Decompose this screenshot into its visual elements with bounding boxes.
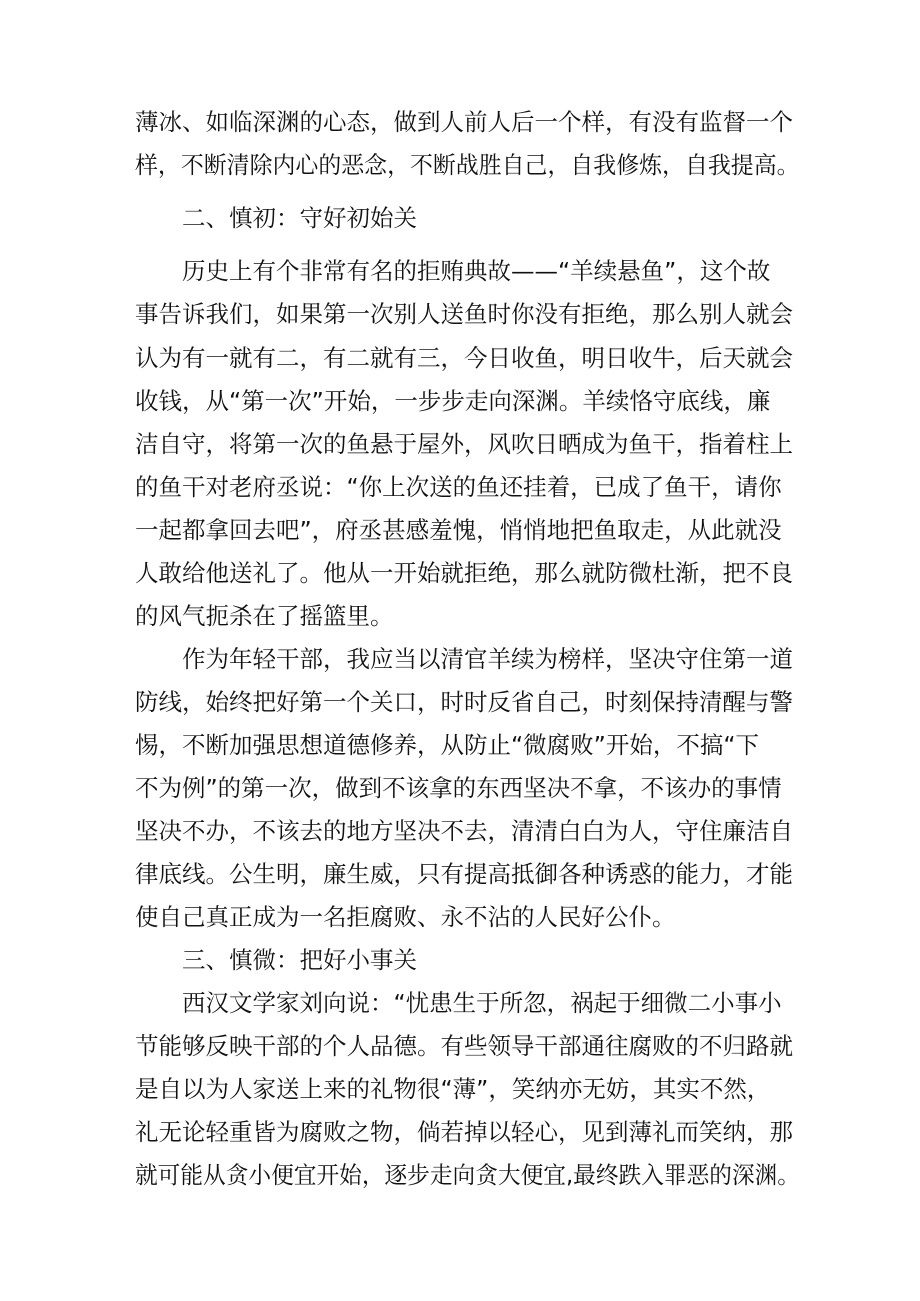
paragraph-line: 使自己真正成为一名拒腐败、永不沾的人民好公仆。 (135, 903, 676, 931)
paragraph-line: 律底线。公生明，廉生威，只有提高抵御各种诱惑的能力，才能 (135, 860, 793, 888)
paragraph-line: 是自以为人家送上来的礼物很“薄”，笑纳亦无妨，其实不然， (135, 1075, 771, 1103)
paragraph-line: 事告诉我们，如果第一次别人送鱼时你没有拒绝，那么别人就会 (135, 300, 793, 328)
paragraph-line: 防线，始终把好第一个关口，时时反省自己，时刻保持清醒与警 (135, 688, 793, 716)
paragraph-line: 坚决不办，不该去的地方坚决不去，清清白白为人，守住廉洁自 (135, 817, 793, 845)
paragraph-line: 就可能从贪小便宜开始，逐步走向贪大便宜,最终跌入罪恶的深渊。 (135, 1161, 801, 1189)
paragraph-line: 一起都拿回去吧”，府丞甚感羞愧，悄悄地把鱼取走，从此就没 (135, 516, 782, 544)
paragraph-line: 洁自守，将第一次的鱼悬于屋外，风吹日晒成为鱼干，指着柱上 (135, 430, 793, 458)
paragraph-line: 不为例”的第一次，做到不该拿的东西坚决不拿，不该办的事情 (135, 774, 782, 802)
paragraph-line: 节能够反映干部的个人品德。有些领导干部通往腐败的不归路就 (135, 1032, 793, 1060)
paragraph-line: 薄冰、如临深渊的心态，做到人前人后一个样，有没有监督一个 (135, 108, 793, 136)
paragraph-line: 样，不断清除内心的恶念，不断战胜自己，自我修炼，自我提高。 (135, 151, 800, 179)
paragraph-line: 的鱼干对老府丞说：“你上次送的鱼还挂着，已成了鱼干，请你 (135, 473, 782, 501)
paragraph-line: 历史上有个非常有名的拒贿典故——“羊续悬鱼”，这个故 (182, 257, 771, 285)
paragraph-line: 人敢给他送礼了。他从一开始就拒绝，那么就防微杜渐，把不良 (135, 559, 793, 587)
paragraph-line: 认为有一就有二，有二就有三，今日收鱼，明日收牛，后天就会 (135, 344, 793, 372)
paragraph-line: 的风气扼杀在了摇篮里。 (135, 602, 394, 630)
paragraph-line: 惕，不断加强思想道德修养，从防止“微腐败”开始，不搞“下 (135, 731, 760, 759)
paragraph-line: 收钱，从“第一次”开始，一步步走向深渊。羊续恪守底线，廉 (135, 387, 771, 415)
paragraph-line: 礼无论轻重皆为腐败之物，倘若掉以轻心，见到薄礼而笑纳，那 (135, 1118, 793, 1146)
paragraph-line: 西汉文学家刘向说：“忧患生于所忽，祸起于细微二小事小 (182, 989, 782, 1017)
paragraph-line: 作为年轻干部，我应当以清官羊续为榜样，坚决守住第一道 (182, 645, 793, 673)
section-heading: 二、慎初：守好初始关 (182, 204, 417, 232)
section-heading: 三、慎微：把好小事关 (182, 946, 417, 974)
